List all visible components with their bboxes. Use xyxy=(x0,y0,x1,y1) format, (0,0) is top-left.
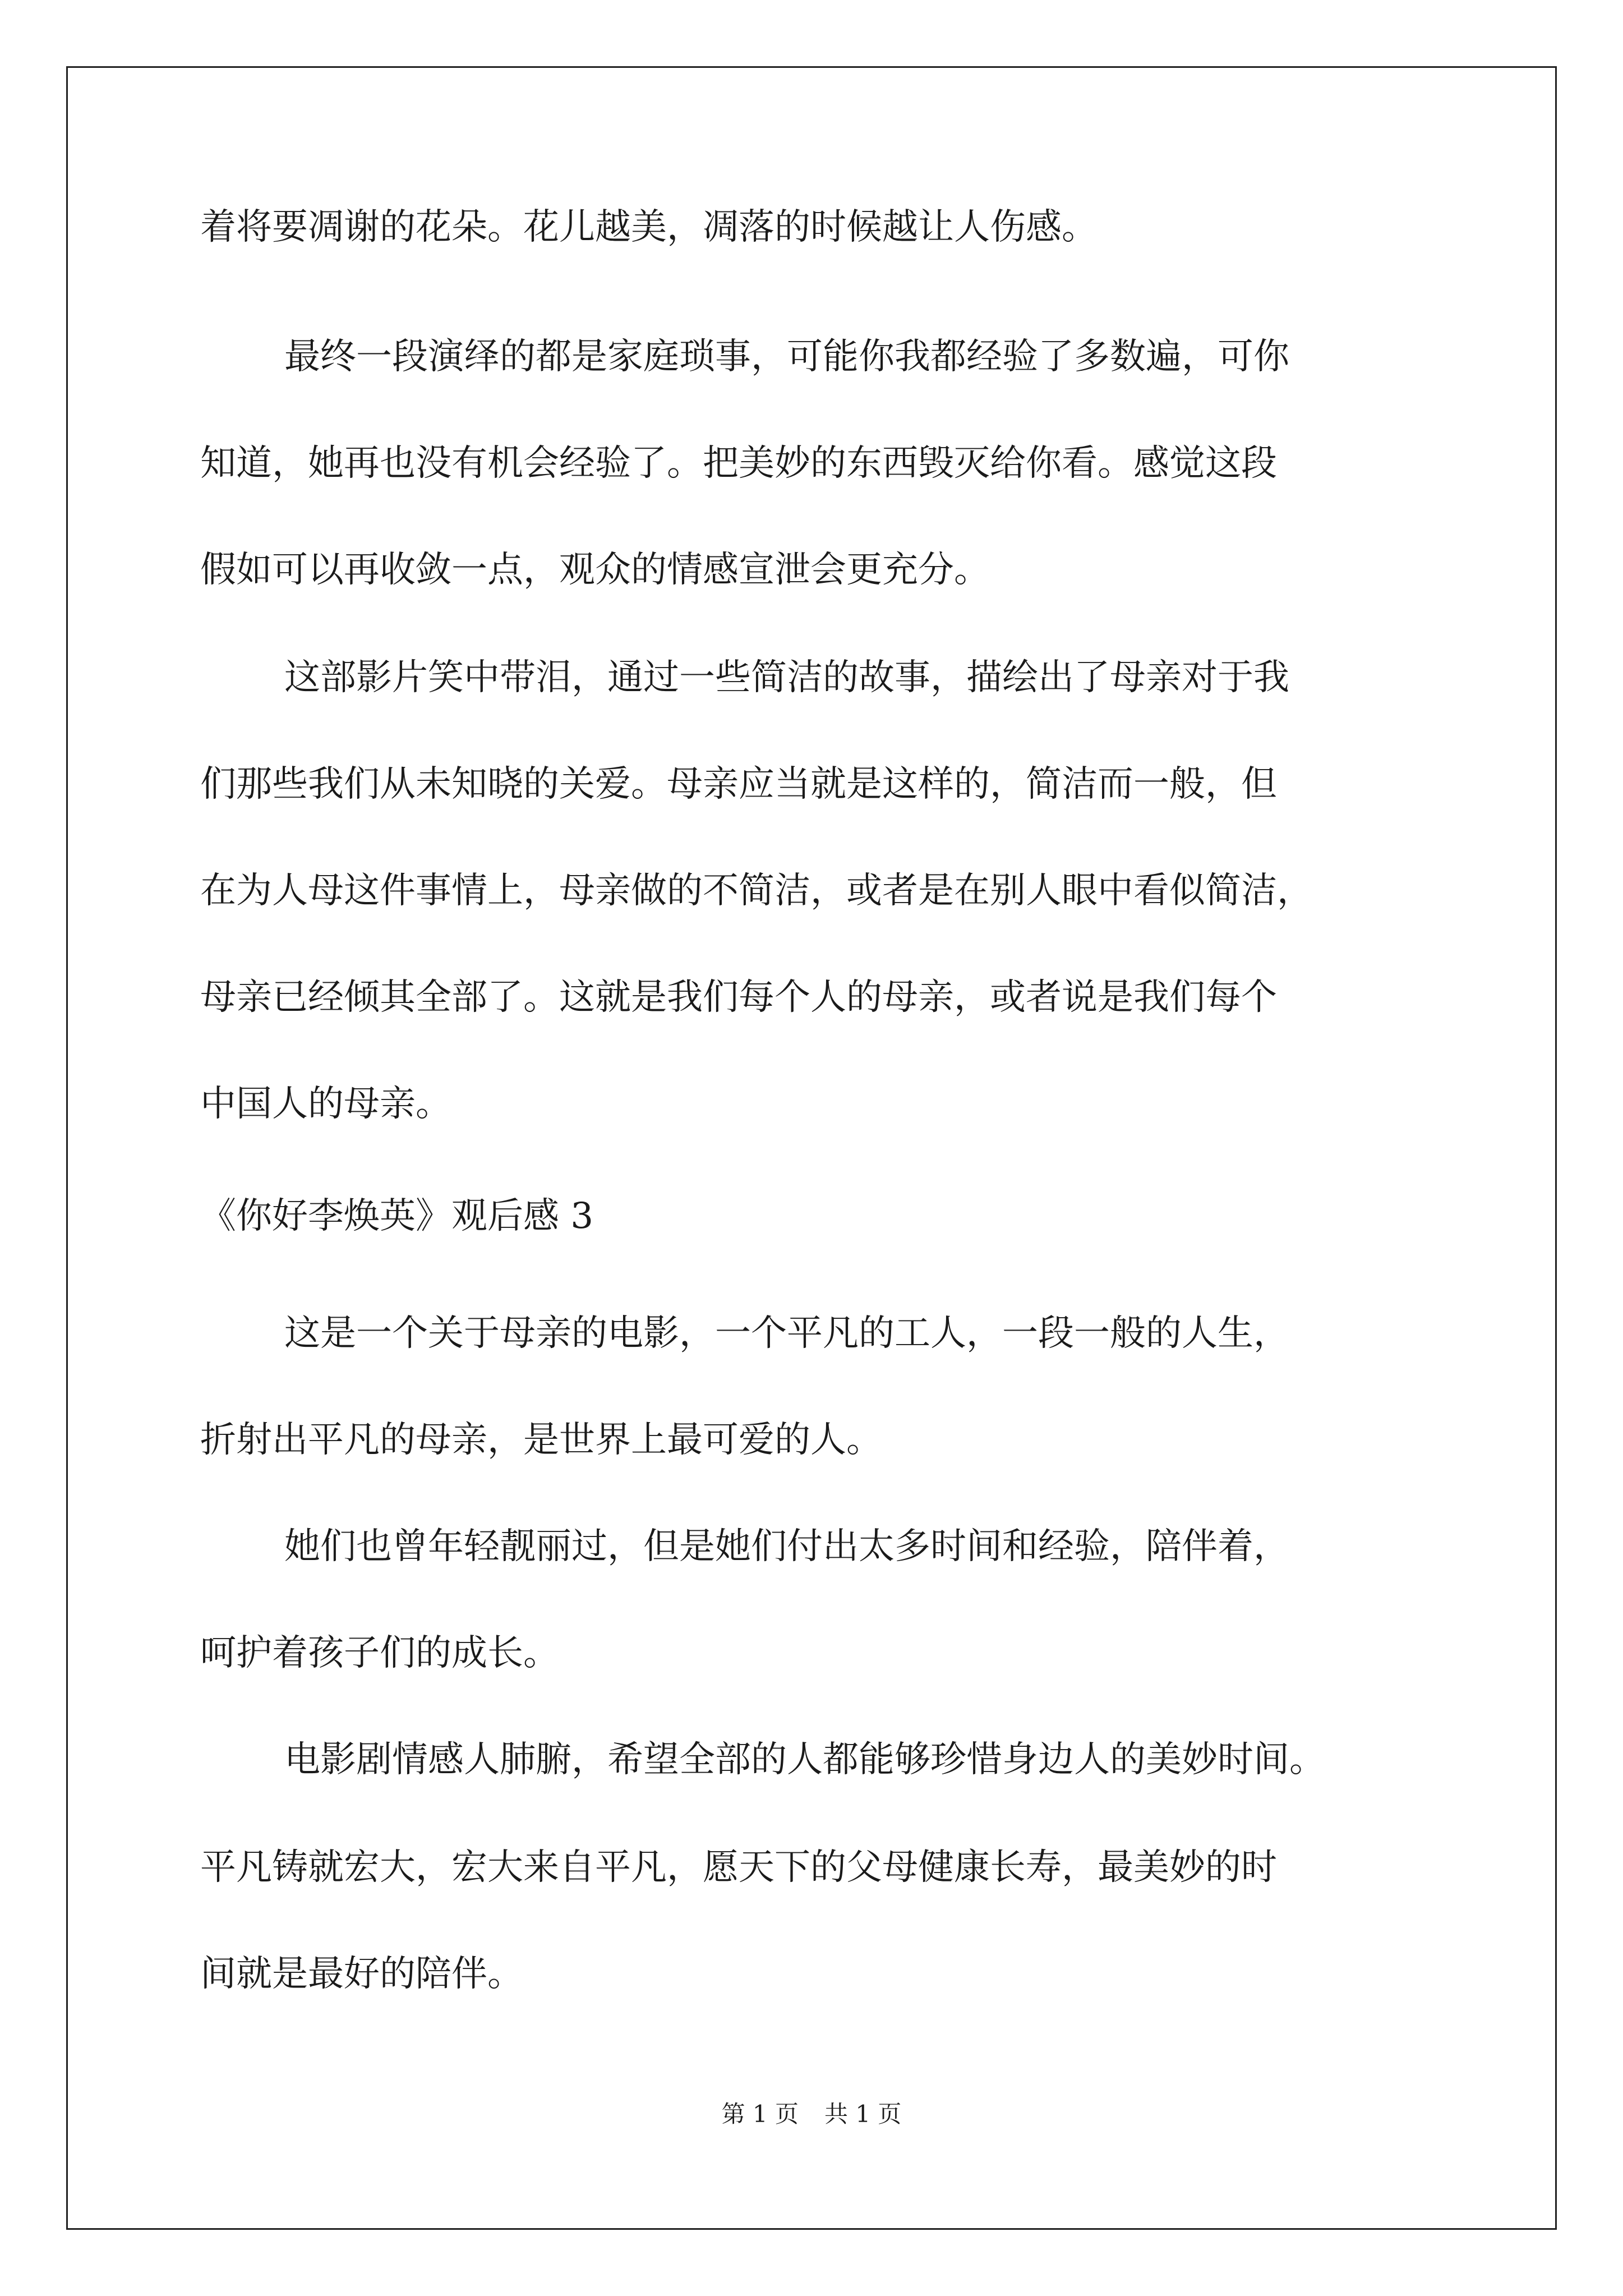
page-number: 第 1 页 xyxy=(721,2100,799,2128)
page-total: 共 1 页 xyxy=(824,2100,902,2128)
text-line: 知道，她再也没有机会经验了。把美妙的东西毁灭给你看。感觉这段 xyxy=(200,443,1277,484)
paragraph-start-line: 她们也曾年轻靓丽过，但是她们付出太多时间和经验，陪伴着， xyxy=(284,1526,1289,1567)
text-line: 平凡铸就宏大，宏大来自平凡，愿天下的父母健康长寿，最美妙的时 xyxy=(200,1847,1277,1888)
text-line: 着将要凋谢的花朵。花儿越美，凋落的时候越让人伤感。 xyxy=(200,206,1098,248)
paragraph-start-line: 这部影片笑中带泪，通过一些简洁的故事，描绘出了母亲对于我 xyxy=(284,657,1289,698)
paragraph-start-line: 这是一个关于母亲的电影，一个平凡的工人，一段一般的人生， xyxy=(284,1313,1289,1354)
text-line: 在为人母这件事情上，母亲做的不简洁，或者是在别人眼中看似简洁， xyxy=(200,870,1313,912)
text-line: 间就是最好的陪伴。 xyxy=(200,1953,523,1995)
paragraph-start-line: 电影剧情感人肺腑，希望全部的人都能够珍惜身边人的美妙时间。 xyxy=(284,1739,1325,1780)
text-line: 假如可以再收敛一点，观众的情感宣泄会更充分。 xyxy=(200,549,990,591)
text-line: 呵护着孩子们的成长。 xyxy=(200,1632,559,1674)
text-line: 母亲已经倾其全部了。这就是我们每个人的母亲，或者说是我们每个 xyxy=(200,977,1277,1018)
section-heading: 《你好李焕英》观后感 3 xyxy=(200,1195,594,1237)
text-line: 们那些我们从未知晓的关爱。母亲应当就是这样的，简洁而一般，但 xyxy=(200,763,1277,805)
text-line: 中国人的母亲。 xyxy=(200,1083,451,1125)
page-border xyxy=(66,66,1557,2230)
page-footer xyxy=(0,2100,1623,2128)
paragraph-start-line: 最终一段演绎的都是家庭琐事，可能你我都经验了多数遍，可你 xyxy=(284,336,1289,378)
text-line: 折射出平凡的母亲，是世界上最可爱的人。 xyxy=(200,1419,882,1461)
